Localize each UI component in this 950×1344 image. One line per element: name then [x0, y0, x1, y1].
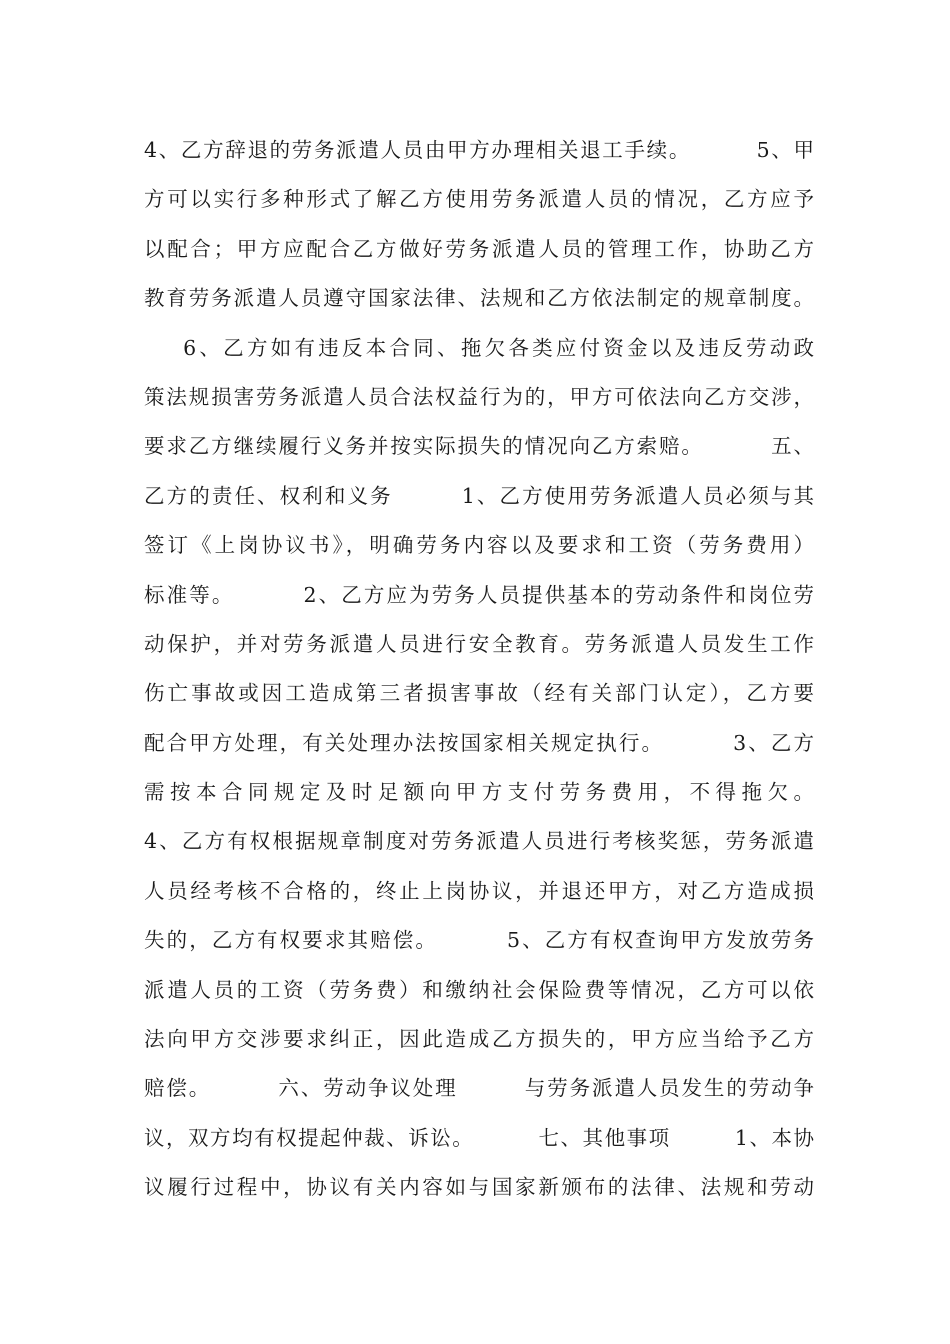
text-line: 4、乙方有权根据规章制度对劳务派遣人员进行考核奖惩，劳务派遣: [144, 829, 814, 854]
text-line: 4、乙方辞退的劳务派遣人员由甲方办理相关退工手续。 5、甲: [144, 138, 814, 162]
text-line: 议，双方均有权提起仲裁、诉讼。 七、其他事项 1、本协: [144, 1125, 814, 1150]
text-line: 乙方的责任、权利和义务 1、乙方使用劳务派遣人员必须与其: [144, 483, 814, 508]
text-line: 标准等。 2、乙方应为劳务人员提供基本的劳动条件和岗位劳: [144, 582, 814, 607]
text-line: 方可以实行多种形式了解乙方使用劳务派遣人员的情况，乙方应予: [144, 187, 814, 212]
text-line: 要求乙方继续履行义务并按实际损失的情况向乙方索赔。 五、: [144, 434, 814, 459]
contract-text: [144, 126, 814, 1213]
text-line: 赔偿。 六、劳动争议处理 与劳务派遣人员发生的劳动争: [144, 1076, 814, 1101]
text-line: 配合甲方处理，有关处理办法按国家相关规定执行。 3、乙方: [144, 730, 814, 755]
text-line: 人员经考核不合格的，终止上岗协议，并退还甲方，对乙方造成损: [144, 878, 814, 903]
text-line: 6、乙方如有违反本合同、拖欠各类应付资金以及违反劳动政: [144, 335, 814, 360]
text-line: 失的，乙方有权要求其赔偿。 5、乙方有权查询甲方发放劳务: [144, 928, 814, 953]
text-line: 伤亡事故或因工造成第三者损害事故（经有关部门认定），乙方要: [144, 681, 814, 706]
text-line: 议履行过程中，协议有关内容如与国家新颁布的法律、法规和劳动: [144, 1175, 814, 1200]
text-line: 策法规损害劳务派遣人员合法权益行为的，甲方可依法向乙方交涉，: [144, 384, 814, 409]
text-line: 签订《上岗协议书》，明确劳务内容以及要求和工资（劳务费用）: [144, 533, 814, 558]
text-line: 法向甲方交涉要求纠正，因此造成乙方损失的，甲方应当给予乙方: [144, 1027, 814, 1052]
text-line: 需按本合同规定及时足额向甲方支付劳务费用，不得拖欠。: [144, 780, 814, 805]
text-line: 动保护，并对劳务派遣人员进行安全教育。劳务派遣人员发生工作: [144, 631, 814, 656]
text-line: 以配合；甲方应配合乙方做好劳务派遣人员的管理工作，协助乙方: [144, 236, 814, 261]
text-line: 派遣人员的工资（劳务费）和缴纳社会保险费等情况，乙方可以依: [144, 977, 814, 1002]
text-line: 教育劳务派遣人员遵守国家法律、法规和乙方依法制定的规章制度。: [144, 286, 814, 311]
